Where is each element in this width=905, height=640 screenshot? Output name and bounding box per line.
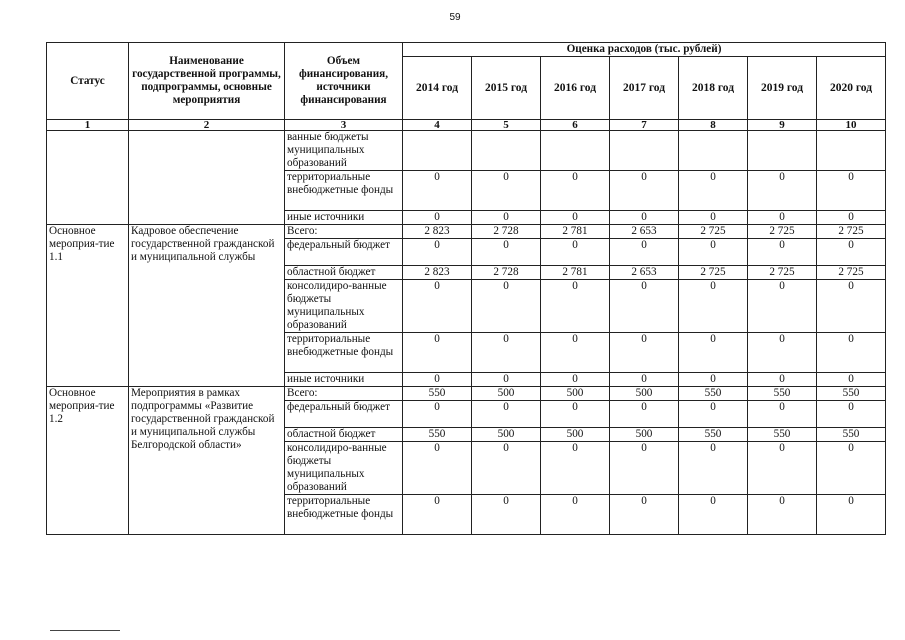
value-cell: 0: [403, 495, 472, 535]
source-cell: ванные бюджеты муниципальных образований: [285, 131, 403, 171]
value-cell: 0: [541, 171, 610, 211]
column-number: 9: [748, 120, 817, 131]
value-cell: [541, 131, 610, 171]
value-cell: 2 725: [748, 225, 817, 239]
value-cell: 500: [472, 387, 541, 401]
header-year: 2016 год: [541, 57, 610, 120]
source-cell: Всего:: [285, 387, 403, 401]
value-cell: 2 725: [748, 266, 817, 280]
column-number: 5: [472, 120, 541, 131]
value-cell: 0: [748, 280, 817, 333]
value-cell: 0: [403, 280, 472, 333]
value-cell: 0: [403, 401, 472, 428]
value-cell: 0: [472, 373, 541, 387]
value-cell: 0: [610, 401, 679, 428]
value-cell: 0: [610, 211, 679, 225]
value-cell: 0: [817, 495, 886, 535]
source-cell: консолидиро-ванные бюджеты муниципальных образований: [285, 280, 403, 333]
value-cell: 0: [403, 239, 472, 266]
value-cell: 550: [679, 428, 748, 442]
header-volume: Объем финансирования, источники финансирования: [285, 43, 403, 120]
value-cell: 550: [817, 428, 886, 442]
value-cell: 0: [817, 280, 886, 333]
value-cell: 0: [610, 333, 679, 373]
table-row: [47, 387, 886, 401]
value-cell: 550: [403, 428, 472, 442]
value-cell: 2 728: [472, 266, 541, 280]
value-cell: 2 728: [472, 225, 541, 239]
status-cell: Основное мероприя-тие 1.1: [47, 225, 129, 387]
value-cell: 2 653: [610, 225, 679, 239]
value-cell: 0: [541, 333, 610, 373]
header-year: 2018 год: [679, 57, 748, 120]
table-row: [47, 131, 886, 171]
status-cell: [47, 131, 129, 225]
value-cell: [472, 131, 541, 171]
value-cell: 2 781: [541, 266, 610, 280]
value-cell: 0: [679, 401, 748, 428]
value-cell: 0: [472, 211, 541, 225]
header-year: 2015 год: [472, 57, 541, 120]
value-cell: 0: [403, 211, 472, 225]
value-cell: 0: [817, 171, 886, 211]
value-cell: 0: [817, 373, 886, 387]
value-cell: 0: [817, 333, 886, 373]
value-cell: [748, 131, 817, 171]
column-number: 3: [285, 120, 403, 131]
value-cell: 2 823: [403, 225, 472, 239]
value-cell: 0: [472, 171, 541, 211]
source-cell: федеральный бюджет: [285, 239, 403, 266]
value-cell: 0: [541, 373, 610, 387]
value-cell: [403, 131, 472, 171]
value-cell: 0: [748, 333, 817, 373]
column-number: 1: [47, 120, 129, 131]
value-cell: 0: [679, 495, 748, 535]
header-status: Статус: [47, 43, 129, 120]
column-number: 4: [403, 120, 472, 131]
value-cell: 550: [748, 428, 817, 442]
value-cell: 0: [403, 171, 472, 211]
value-cell: 0: [748, 211, 817, 225]
value-cell: 550: [403, 387, 472, 401]
page-number: 59: [449, 12, 461, 23]
value-cell: 0: [472, 495, 541, 535]
value-cell: 500: [610, 428, 679, 442]
value-cell: 500: [610, 387, 679, 401]
name-cell: Кадровое обеспечение государственной гражданской и муниципальной службы: [129, 225, 285, 387]
name-cell: [129, 131, 285, 225]
value-cell: 500: [541, 387, 610, 401]
value-cell: 0: [679, 211, 748, 225]
value-cell: 550: [679, 387, 748, 401]
value-cell: 0: [472, 333, 541, 373]
value-cell: 0: [748, 401, 817, 428]
column-number: 7: [610, 120, 679, 131]
value-cell: 0: [541, 495, 610, 535]
value-cell: 0: [610, 373, 679, 387]
value-cell: 0: [748, 495, 817, 535]
source-cell: Всего:: [285, 225, 403, 239]
header-year: 2020 год: [817, 57, 886, 120]
value-cell: 500: [541, 428, 610, 442]
value-cell: 0: [748, 239, 817, 266]
value-cell: 0: [817, 211, 886, 225]
source-cell: иные источники: [285, 373, 403, 387]
value-cell: 0: [817, 442, 886, 495]
value-cell: 0: [541, 239, 610, 266]
value-cell: 0: [610, 171, 679, 211]
budget-table: [46, 42, 886, 535]
value-cell: 2 781: [541, 225, 610, 239]
header-year: 2017 год: [610, 57, 679, 120]
value-cell: 0: [610, 280, 679, 333]
value-cell: 0: [748, 373, 817, 387]
value-cell: 0: [679, 280, 748, 333]
column-number: 2: [129, 120, 285, 131]
column-number: 6: [541, 120, 610, 131]
value-cell: 0: [541, 280, 610, 333]
page-edge-mark: [50, 630, 120, 633]
column-number: 10: [817, 120, 886, 131]
value-cell: 2 725: [817, 266, 886, 280]
table-row: [47, 225, 886, 239]
source-cell: территориальные внебюджетные фонды: [285, 171, 403, 211]
value-cell: 0: [541, 442, 610, 495]
source-cell: территориальные внебюджетные фонды: [285, 495, 403, 535]
column-number: 8: [679, 120, 748, 131]
source-cell: областной бюджет: [285, 266, 403, 280]
value-cell: 0: [403, 442, 472, 495]
value-cell: 2 725: [817, 225, 886, 239]
value-cell: 0: [748, 442, 817, 495]
value-cell: 0: [403, 373, 472, 387]
value-cell: 0: [679, 373, 748, 387]
value-cell: 0: [472, 239, 541, 266]
value-cell: 0: [610, 239, 679, 266]
value-cell: 0: [472, 401, 541, 428]
value-cell: 550: [748, 387, 817, 401]
source-cell: областной бюджет: [285, 428, 403, 442]
value-cell: [610, 131, 679, 171]
header-year: 2019 год: [748, 57, 817, 120]
source-cell: консолидиро-ванные бюджеты муниципальных образований: [285, 442, 403, 495]
source-cell: федеральный бюджет: [285, 401, 403, 428]
value-cell: 0: [748, 171, 817, 211]
name-cell: Мероприятия в рамках подпрограммы «Развитие государственной гражданской и муниципальной службы Белгородской области»: [129, 387, 285, 535]
value-cell: 550: [817, 387, 886, 401]
value-cell: [679, 131, 748, 171]
value-cell: 2 823: [403, 266, 472, 280]
header-year: 2014 год: [403, 57, 472, 120]
value-cell: 0: [541, 211, 610, 225]
value-cell: 0: [610, 495, 679, 535]
value-cell: 0: [472, 280, 541, 333]
status-cell: Основное мероприя-тие 1.2: [47, 387, 129, 535]
value-cell: 2 653: [610, 266, 679, 280]
value-cell: 0: [610, 442, 679, 495]
value-cell: 0: [472, 442, 541, 495]
value-cell: 0: [817, 239, 886, 266]
value-cell: 2 725: [679, 225, 748, 239]
value-cell: 0: [403, 333, 472, 373]
value-cell: 2 725: [679, 266, 748, 280]
value-cell: 0: [679, 171, 748, 211]
value-cell: 500: [472, 428, 541, 442]
value-cell: 0: [679, 239, 748, 266]
value-cell: [817, 131, 886, 171]
source-cell: территориальные внебюджетные фонды: [285, 333, 403, 373]
table-body: [47, 131, 886, 535]
header-estimate: Оценка расходов (тыс. рублей): [403, 43, 886, 57]
value-cell: 0: [679, 333, 748, 373]
value-cell: 0: [541, 401, 610, 428]
value-cell: 0: [679, 442, 748, 495]
header-name: Наименование государственной программы, подпрограммы, основные мероприятия: [129, 43, 285, 120]
source-cell: иные источники: [285, 211, 403, 225]
value-cell: 0: [817, 401, 886, 428]
